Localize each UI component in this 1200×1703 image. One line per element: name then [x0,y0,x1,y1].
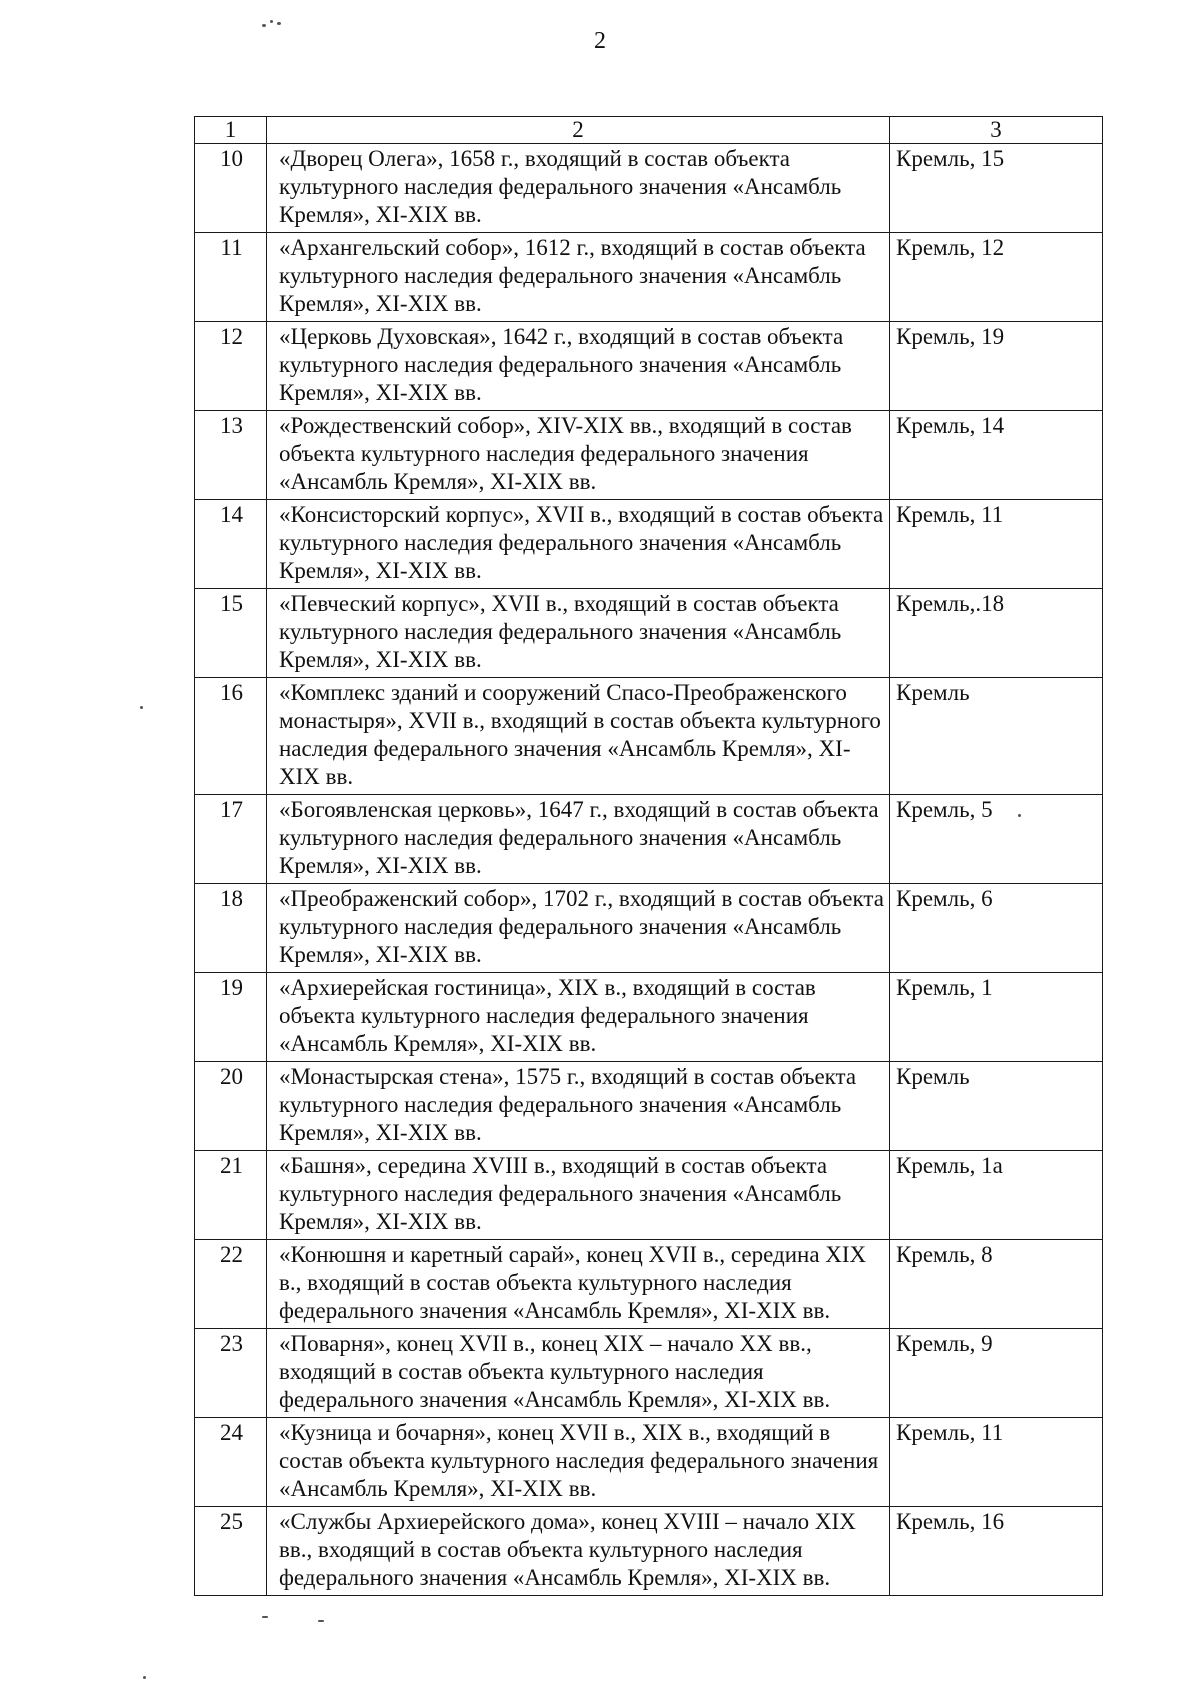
table-row [195,322,1103,411]
row-number: 20 [195,1062,267,1151]
object-description: «Певческий корпус», XVII в., входящий в состав объекта культурного наследия федерального значения «Ансамбль Кремля», XI-XIX вв. [267,589,890,678]
table-row [195,884,1103,973]
table-row [195,1507,1103,1596]
row-number: 23 [195,1329,267,1418]
table-row [195,1062,1103,1151]
table-row [195,589,1103,678]
table-row [195,144,1103,233]
object-address: Кремль,.18 [890,589,1103,678]
object-description: «Поварня», конец XVII в., конец XIX – начало XX вв., входящий в состав объекта культурного наследия федерального значения «Ансамбль Кремля», XI-XIX вв. [267,1329,890,1418]
row-number: 25 [195,1507,267,1596]
object-description: «Комплекс зданий и сооружений Спасо-Преображенского монастыря», XVII в., входящий в состав объекта культурного наследия федерального значения «Ансамбль Кремля», XI-XIX вв. [267,678,890,795]
scan-speck [270,20,273,23]
object-description: «Монастырская стена», 1575 г., входящий в состав объекта культурного наследия федерального значения «Ансамбль Кремля», XI-XIX вв. [267,1062,890,1151]
table-row [195,500,1103,589]
row-number: 21 [195,1151,267,1240]
scan-speck [318,1620,324,1622]
object-address: Кремль, 8 [890,1240,1103,1329]
column-header-address: 3 [890,117,1103,144]
row-number: 12 [195,322,267,411]
scan-speck [262,1616,268,1618]
column-header-number: 1 [195,117,267,144]
table-row [195,233,1103,322]
table-row [195,973,1103,1062]
object-address: Кремль, 1а [890,1151,1103,1240]
table-row [195,1151,1103,1240]
heritage-objects-table [194,116,1103,1596]
row-number: 15 [195,589,267,678]
object-description: «Архангельский собор», 1612 г., входящий в состав объекта культурного наследия федерального значения «Ансамбль Кремля», XI-XIX вв. [267,233,890,322]
scan-speck [277,22,281,25]
row-number: 22 [195,1240,267,1329]
object-description: «Башня», середина XVIII в., входящий в состав объекта культурного наследия федерального значения «Ансамбль Кремля», XI-XIX вв. [267,1151,890,1240]
column-header-description: 2 [267,117,890,144]
object-description: «Церковь Духовская», 1642 г., входящий в состав объекта культурного наследия федерального значения «Ансамбль Кремля», XI-XIX вв. [267,322,890,411]
object-address: Кремль [890,1062,1103,1151]
object-description: «Архиерейская гостиница», XIX в., входящий в состав объекта культурного наследия федерального значения «Ансамбль Кремля», XI-XIX вв. [267,973,890,1062]
object-address: Кремль [890,678,1103,795]
object-address: Кремль, 15 [890,144,1103,233]
object-description: «Конюшня и каретный сарай», конец XVII в., середина XIX в., входящий в состав объекта культурного наследия федерального значения «Ансамбль Кремля», XI-XIX вв. [267,1240,890,1329]
object-address: Кремль, 12 [890,233,1103,322]
table-row [195,1329,1103,1418]
object-address: Кремль, 6 [890,884,1103,973]
object-address: Кремль, 5 [890,795,1103,884]
object-description: «Кузница и бочарня», конец XVII в., XIX в., входящий в состав объекта культурного наследия федерального значения «Ансамбль Кремля», XI-XIX вв. [267,1418,890,1507]
table-row [195,1418,1103,1507]
object-description: «Дворец Олега», 1658 г., входящий в состав объекта культурного наследия федерального значения «Ансамбль Кремля», XI-XIX вв. [267,144,890,233]
object-description: «Службы Архиерейского дома», конец XVIII – начало XIX вв., входящий в состав объекта культурного наследия федерального значения «Ансамбль Кремля», XI-XIX вв. [267,1507,890,1596]
page-number: 2 [594,28,606,54]
table-header-row [195,117,1103,144]
row-number: 18 [195,884,267,973]
object-address: Кремль, 1 [890,973,1103,1062]
row-number: 14 [195,500,267,589]
table-row [195,795,1103,884]
object-description: «Консисторский корпус», XVII в., входящий в состав объекта культурного наследия федерального значения «Ансамбль Кремля», XI-XIX вв. [267,500,890,589]
table-row [195,678,1103,795]
scan-speck [143,1676,146,1679]
row-number: 10 [195,144,267,233]
scan-speck [140,706,143,709]
row-number: 13 [195,411,267,500]
object-description: «Рождественский собор», XIV-XIX вв., входящий в состав объекта культурного наследия федерального значения «Ансамбль Кремля», XI-XIX вв. [267,411,890,500]
row-number: 17 [195,795,267,884]
row-number: 19 [195,973,267,1062]
object-address: Кремль, 11 [890,1418,1103,1507]
row-number: 24 [195,1418,267,1507]
object-address: Кремль, 14 [890,411,1103,500]
row-number: 16 [195,678,267,795]
table-row [195,1240,1103,1329]
table-row [195,411,1103,500]
object-description: «Преображенский собор», 1702 г., входящий в состав объекта культурного наследия федерального значения «Ансамбль Кремля», XI-XIX вв. [267,884,890,973]
object-address: Кремль, 19 [890,322,1103,411]
row-number: 11 [195,233,267,322]
object-address: Кремль, 11 [890,500,1103,589]
object-address: Кремль, 9 [890,1329,1103,1418]
object-address: Кремль, 16 [890,1507,1103,1596]
object-description: «Богоявленская церковь», 1647 г., входящий в состав объекта культурного наследия федерального значения «Ансамбль Кремля», XI-XIX вв. [267,795,890,884]
